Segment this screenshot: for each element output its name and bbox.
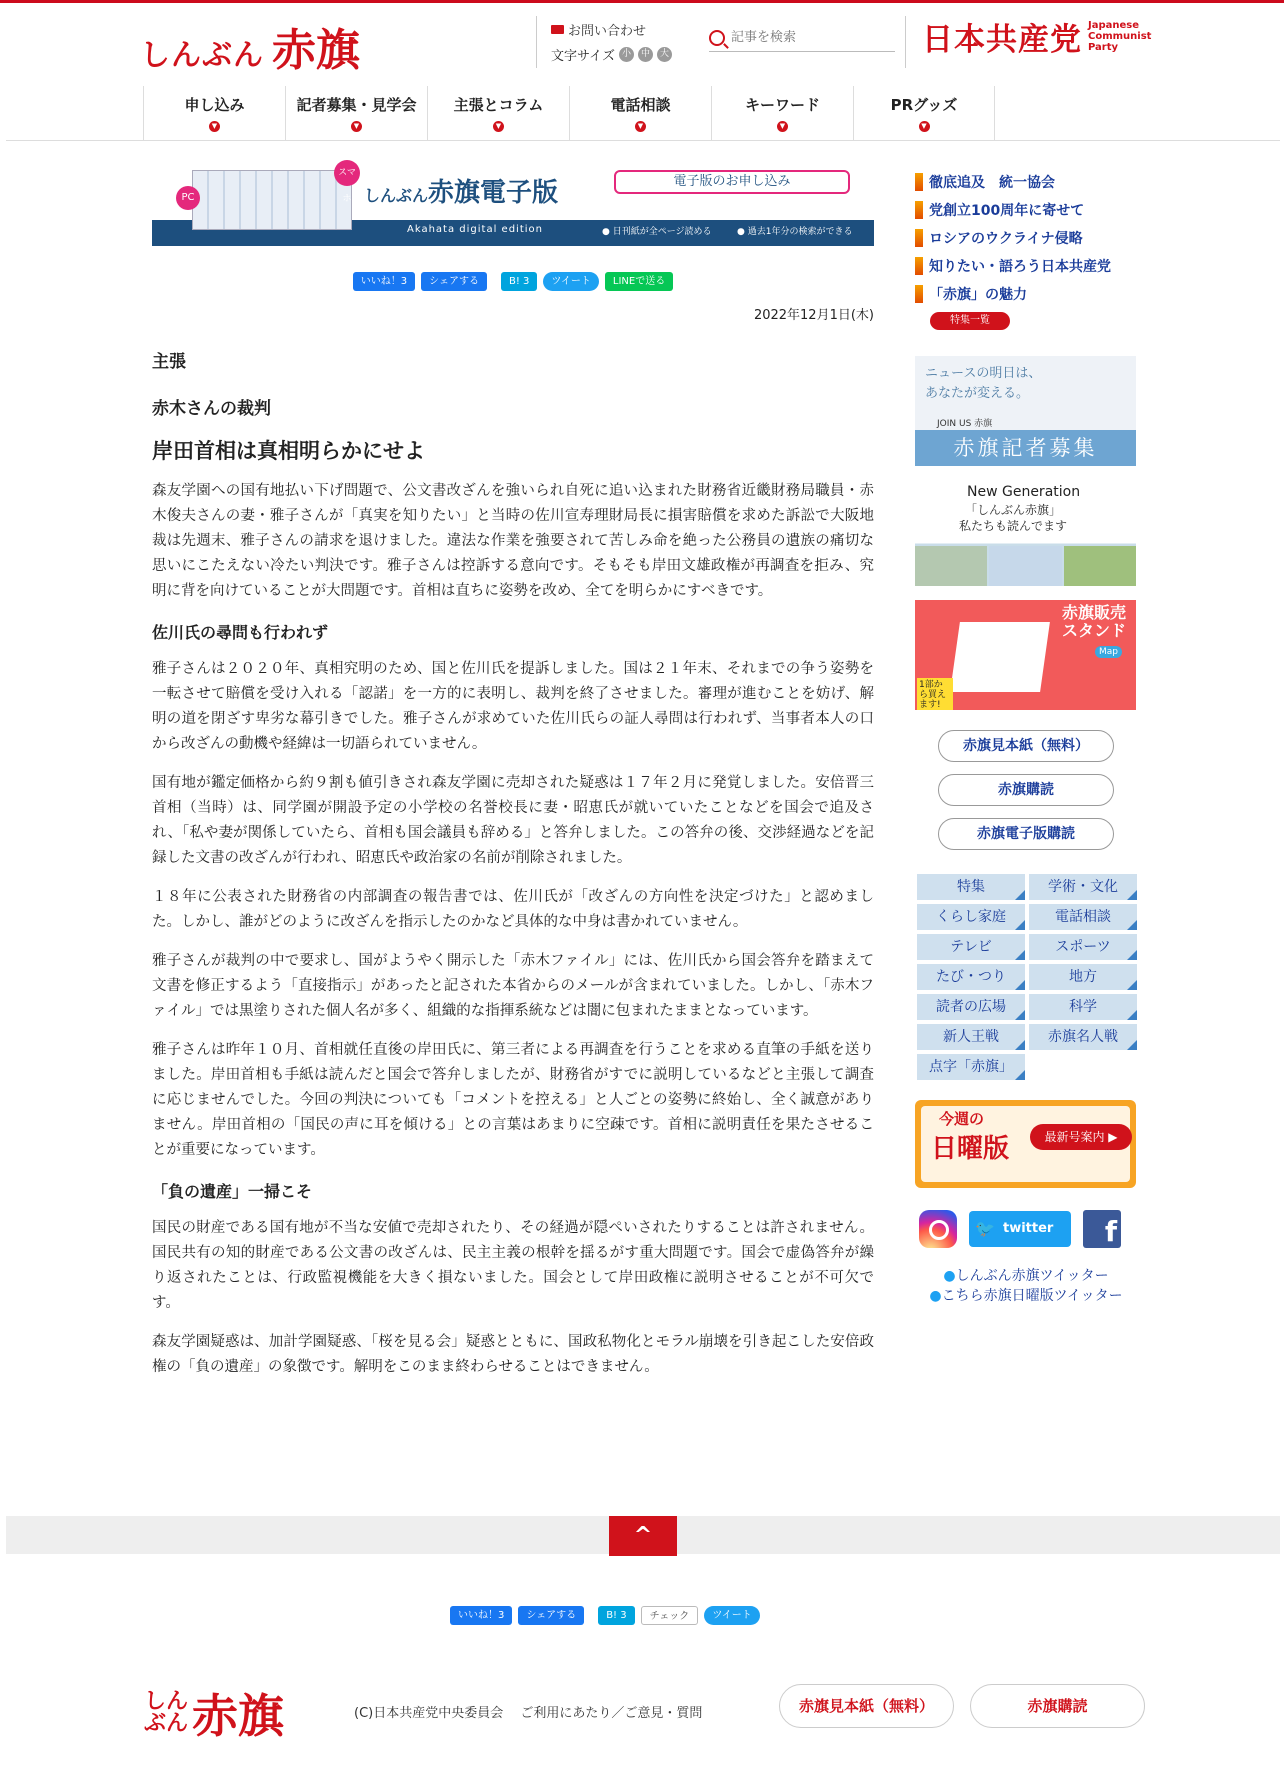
banner-title: しんぶん赤旗電子版 — [364, 178, 559, 208]
chevron-down-icon: ▼ — [493, 121, 504, 132]
font-size-medium-button[interactable]: 中 — [638, 47, 653, 62]
feature-bar-icon — [915, 201, 923, 219]
banner-feature-1: ● 日刊紙が全ページ読める — [602, 227, 712, 237]
feature-bar-icon — [915, 285, 923, 303]
subscribe-button[interactable]: 赤旗購読 — [938, 774, 1114, 806]
nav-label: 電話相談 — [610, 96, 671, 114]
stand-image — [950, 622, 1050, 692]
main-nav — [143, 86, 995, 140]
facebook-share-button[interactable]: シェアする — [421, 272, 487, 291]
subscribe-links — [915, 730, 1137, 850]
ad3-title: 赤旗販売 スタンド — [1061, 603, 1126, 640]
search-icon[interactable] — [709, 30, 725, 46]
digital-apply-button[interactable]: 電子版のお申し込み — [614, 170, 850, 194]
latest-issue-button[interactable]: 最新号案内 ▶ — [1030, 1124, 1132, 1150]
twitter-links — [915, 1266, 1137, 1306]
mixi-check-button[interactable]: チェック — [641, 1606, 699, 1625]
article-subtitle: 赤木さんの裁判 — [152, 399, 271, 419]
chevron-down-icon: ▼ — [635, 121, 646, 132]
facebook-like-button[interactable]: いいね！3 — [353, 272, 415, 291]
feature-bar-icon — [915, 257, 923, 275]
feature-bar-icon — [915, 173, 923, 191]
hatena-bookmark-button[interactable]: B! 3 — [598, 1606, 634, 1625]
line-share-button[interactable]: LINEで送る — [605, 272, 673, 291]
pc-badge: PC — [176, 186, 200, 210]
nav-divider — [6, 140, 1280, 141]
page-top-button[interactable]: ^ — [609, 1516, 677, 1556]
footer-logo-big: 赤旗 — [192, 1689, 284, 1743]
feature-link[interactable]: 党創立100周年に寄せて — [915, 196, 1137, 224]
nav-item-pr-goods[interactable] — [853, 86, 995, 140]
ad2-text: 「しんぶん赤旗」 私たちも読んでます — [959, 503, 1068, 533]
social-links — [919, 1210, 1137, 1248]
search-input[interactable] — [731, 30, 881, 45]
category-grid — [917, 874, 1137, 1080]
tweet-button[interactable]: ツイート — [704, 1606, 760, 1625]
nav-item-keyword[interactable] — [711, 86, 853, 140]
search-box — [709, 24, 895, 52]
feature-link[interactable]: 知りたい・語ろう日本共産党 — [915, 252, 1137, 280]
category-link[interactable]: 赤旗名人戦 — [1029, 1024, 1137, 1050]
ad1-bottom-text: 赤旗記者募集 — [915, 430, 1136, 466]
site-logo[interactable] — [140, 14, 360, 76]
article-date: 2022年12月1日(木) — [753, 308, 874, 323]
twitter-icon[interactable]: 🐦 twitter — [969, 1211, 1071, 1247]
sunday-title: 今週の — [939, 1110, 985, 1128]
header-tools — [536, 16, 906, 68]
devices-image — [192, 170, 352, 230]
digital-subscribe-button[interactable]: 赤旗電子版購読 — [938, 818, 1114, 850]
new-generation-banner[interactable] — [915, 480, 1136, 586]
footer-logo[interactable] — [144, 1680, 284, 1746]
font-size-small-button[interactable]: 小 — [619, 47, 634, 62]
ad2-title: New Generation — [967, 484, 1081, 500]
copyright-text: (C)日本共産党中央委員会 ご利用にあたり／ご意見・質問 — [354, 1706, 703, 1721]
logo-big-text: 赤旗 — [272, 25, 360, 76]
reporter-recruit-banner[interactable] — [915, 356, 1136, 466]
article-genre: 主張 — [152, 352, 186, 372]
font-size-label: 文字サイズ — [551, 49, 615, 64]
category-link[interactable]: 点字「赤旗」 — [917, 1054, 1025, 1080]
sales-stand-banner[interactable] — [915, 600, 1136, 710]
nav-item-phone-consult[interactable] — [569, 86, 711, 140]
chevron-down-icon: ▼ — [919, 121, 930, 132]
top-accent-line — [0, 0, 1284, 3]
article-paragraph: １８年に公表された財務省の内部調査の報告書では、佐川氏が「改ざんの方向性を決定づけた」と認めました。しかし、誰がどのように改ざんを指示したのかなど具体的な中身は書かれていません。 — [152, 889, 874, 930]
share-bar-bottom — [450, 1606, 760, 1626]
chevron-down-icon: ▼ — [351, 121, 362, 132]
feature-link[interactable]: ロシアのウクライナ侵略 — [915, 224, 1137, 252]
jcp-logo[interactable] — [922, 14, 1150, 59]
digital-edition-banner[interactable] — [152, 160, 874, 246]
twitter-link[interactable]: ●しんぶん赤旗ツイッター — [943, 1268, 1109, 1284]
facebook-share-button[interactable]: シェアする — [518, 1606, 584, 1625]
logo-small-text: しんぶん — [140, 38, 264, 73]
nav-label: 申し込み — [184, 96, 245, 114]
jcp-logo-jp: 日本共産党 — [922, 22, 1082, 58]
category-link[interactable]: テレビ — [917, 934, 1025, 960]
jcp-logo-en: Japanese Communist Party — [1088, 20, 1152, 53]
category-link[interactable]: スポーツ — [1029, 934, 1137, 960]
category-link[interactable]: 学術・文化 — [1029, 874, 1137, 900]
banner-feature-2: ● 過去1年分の検索ができる — [737, 227, 853, 237]
banner-subtitle: Akahata digital edition — [407, 224, 543, 235]
main-column — [152, 160, 874, 1380]
category-link[interactable]: たび・つり — [917, 964, 1025, 990]
footer-logo-small: しんぶん — [144, 1689, 189, 1736]
article-paragraph: 国有地が鑑定価格から約９割も値引きされ森友学園に売却された疑惑は１７年２月に発覚しました。安倍晋三首相（当時）は、同学園が開設予定の小学校の名誉校長に妻・昭恵氏が就いていたことなどを国会で追及され、「私や妻が関係していたら、首相も国会議員も辞める」と答弁しました。この答弁の後、交渉経過などを記録した文書の改ざんが行われ、昭恵氏や政治家の名前が削除されました。 — [152, 775, 874, 866]
nav-label: 記者募集・見学会 — [296, 96, 417, 114]
ad2-photos — [915, 546, 1136, 586]
footer-sample-button[interactable]: 赤旗見本紙（無料） — [779, 1684, 954, 1728]
feature-link[interactable]: 「赤旗」の魅力 — [915, 280, 1137, 308]
article-paragraph: 雅子さんは２０２０年、真相究明のため、国と佐川氏を提訴しました。国は２１年末、それまでの争う姿勢を一転させて賠償を受け入れる「認諾」を一方的に表明し、裁判を終了させました。審理が進むことを妨げ、解明の道を閉ざす卑劣な幕引きでした。雅子さんが求めていた佐川氏らの証人尋問は行われず、当事者本人の口から改ざんの動機や経緯は一切語られていません。 — [152, 661, 874, 752]
sidebar — [915, 168, 1137, 1306]
sample-paper-button[interactable]: 赤旗見本紙（無料） — [938, 730, 1114, 762]
article-paragraph: 森友学園疑惑は、加計学園疑惑、「桜を見る会」疑惑とともに、国政私物化とモラル崩壊を引き起こした安倍政権の「負の遺産」の象徴です。解明をこのまま終わらせることはできません。 — [152, 1334, 874, 1375]
nav-label: キーワード — [744, 96, 820, 114]
ad3-note: 1部から買えます! — [917, 678, 953, 710]
category-link[interactable]: 読者の広場 — [917, 994, 1025, 1020]
feature-link[interactable]: 徹底追及 統一協会 — [915, 168, 1137, 196]
category-link[interactable]: 新人王戦 — [917, 1024, 1025, 1050]
ad3-map-badge: Map — [1095, 646, 1122, 658]
twitter-link[interactable]: ●こちら赤旗日曜版ツイッター — [929, 1288, 1123, 1304]
footer — [144, 1680, 1144, 1743]
nav-label: 主張とコラム — [453, 96, 544, 114]
footer-subscribe-button[interactable]: 赤旗購読 — [970, 1684, 1145, 1728]
share-bar — [152, 272, 874, 292]
feature-list-button[interactable]: 特集一覧 — [930, 312, 1010, 330]
sunday-edition-banner[interactable] — [915, 1100, 1136, 1188]
article-section-heading: 佐川氏の尋問も行われず — [152, 623, 329, 642]
article-paragraph: 森友学園への国有地払い下げ問題で、公文書改ざんを強いられ自死に追い込まれた財務省近畿財務局職員・赤木俊夫さんの妻・雅子さんが「真実を知りたい」と当時の佐川宣寿理財局長に損害賠償を求めた訴訟で大阪地裁は先週末、雅子さんの請求を退けました。違法な作業を強要されて苦しみ命を絶った公務員の遺族の痛切な思いにこたえない冷たい判決です。雅子さんは控訴する意向です。そもそも岸田文雄政権が再調査を拒み、究明に背を向けていることが大問題です。首相は直ちに姿勢を改め、全てを明らかにすべきです。 — [152, 483, 874, 599]
article-section-heading: 「負の遺産」一掃こそ — [152, 1182, 313, 1201]
nav-item-editorial[interactable] — [427, 86, 569, 140]
chevron-down-icon: ▼ — [777, 121, 788, 132]
category-link[interactable]: 科学 — [1029, 994, 1137, 1020]
article-paragraph: 雅子さんは昨年１０月、首相就任直後の岸田氏に、第三者による再調査を行うことを求める直筆の手紙を送りました。岸田首相も手紙は読んだと国会で答弁しましたが、財務省がすでに説明しているなどと主張して調査に応じませんでした。今回の判決についても「コメントを控える」と人ごとの姿勢に終始し、全く誠意がありません。岸田首相の「国民の声に耳を傾ける」との言葉はあまりに空疎です。首相に説明責任を果たさせることが重要になっています。 — [152, 1042, 874, 1158]
category-link[interactable]: 地方 — [1029, 964, 1137, 990]
category-link[interactable]: 特集 — [917, 874, 1025, 900]
ad1-text: ニュースの明日は、 あなたが変える。 — [925, 366, 1042, 401]
chevron-down-icon: ▼ — [209, 121, 220, 132]
category-link[interactable]: 電話相談 — [1029, 904, 1137, 930]
sunday-big-title: 日曜版 — [931, 1134, 1010, 1164]
facebook-like-button[interactable]: いいね！3 — [450, 1606, 512, 1625]
nav-item-apply[interactable] — [143, 86, 285, 140]
article-headline: 岸田首相は真相明らかにせよ — [152, 439, 425, 463]
article-paragraph: 国民の財産である国有地が不当な安値で売却されたり、その経過が隠ぺいされたりすることは許されません。国民共有の知的財産である公文書の改ざんは、民主主義の根幹を揺るがす重大問題です。国会で虚偽答弁が繰り返されたことは、行政監視機能を大きく損ないました。国会として岸田政権に説明させることが不可欠です。 — [152, 1220, 874, 1311]
smartphone-badge: スマホ — [334, 160, 360, 186]
contact-label: お問い合わせ — [568, 24, 647, 39]
nav-label: PRグッズ — [890, 96, 958, 114]
article-paragraph: 雅子さんが裁判の中で要求し、国がようやく開示した「赤木ファイル」には、佐川氏から国会答弁を踏まえて文書を修正するよう「直接指示」があったと記された本省からのメールが含まれていました。しかし、「赤木ファイル」では黒塗りされた個人名が多く、組織的な指揮系統などは闇に包まれたままとなっています。 — [152, 953, 874, 1019]
feature-bar-icon — [915, 229, 923, 247]
tweet-button[interactable]: ツイート — [543, 272, 599, 291]
mail-icon — [551, 25, 564, 34]
instagram-icon[interactable] — [919, 1210, 957, 1248]
facebook-icon[interactable]: f — [1083, 1210, 1121, 1248]
ad1-join-text: JOIN US 赤旗 — [937, 419, 993, 429]
category-link[interactable]: くらし家庭 — [917, 904, 1025, 930]
font-size-large-button[interactable]: 大 — [657, 47, 672, 62]
hatena-bookmark-button[interactable]: B! 3 — [501, 272, 537, 291]
nav-item-recruit[interactable] — [285, 86, 427, 140]
